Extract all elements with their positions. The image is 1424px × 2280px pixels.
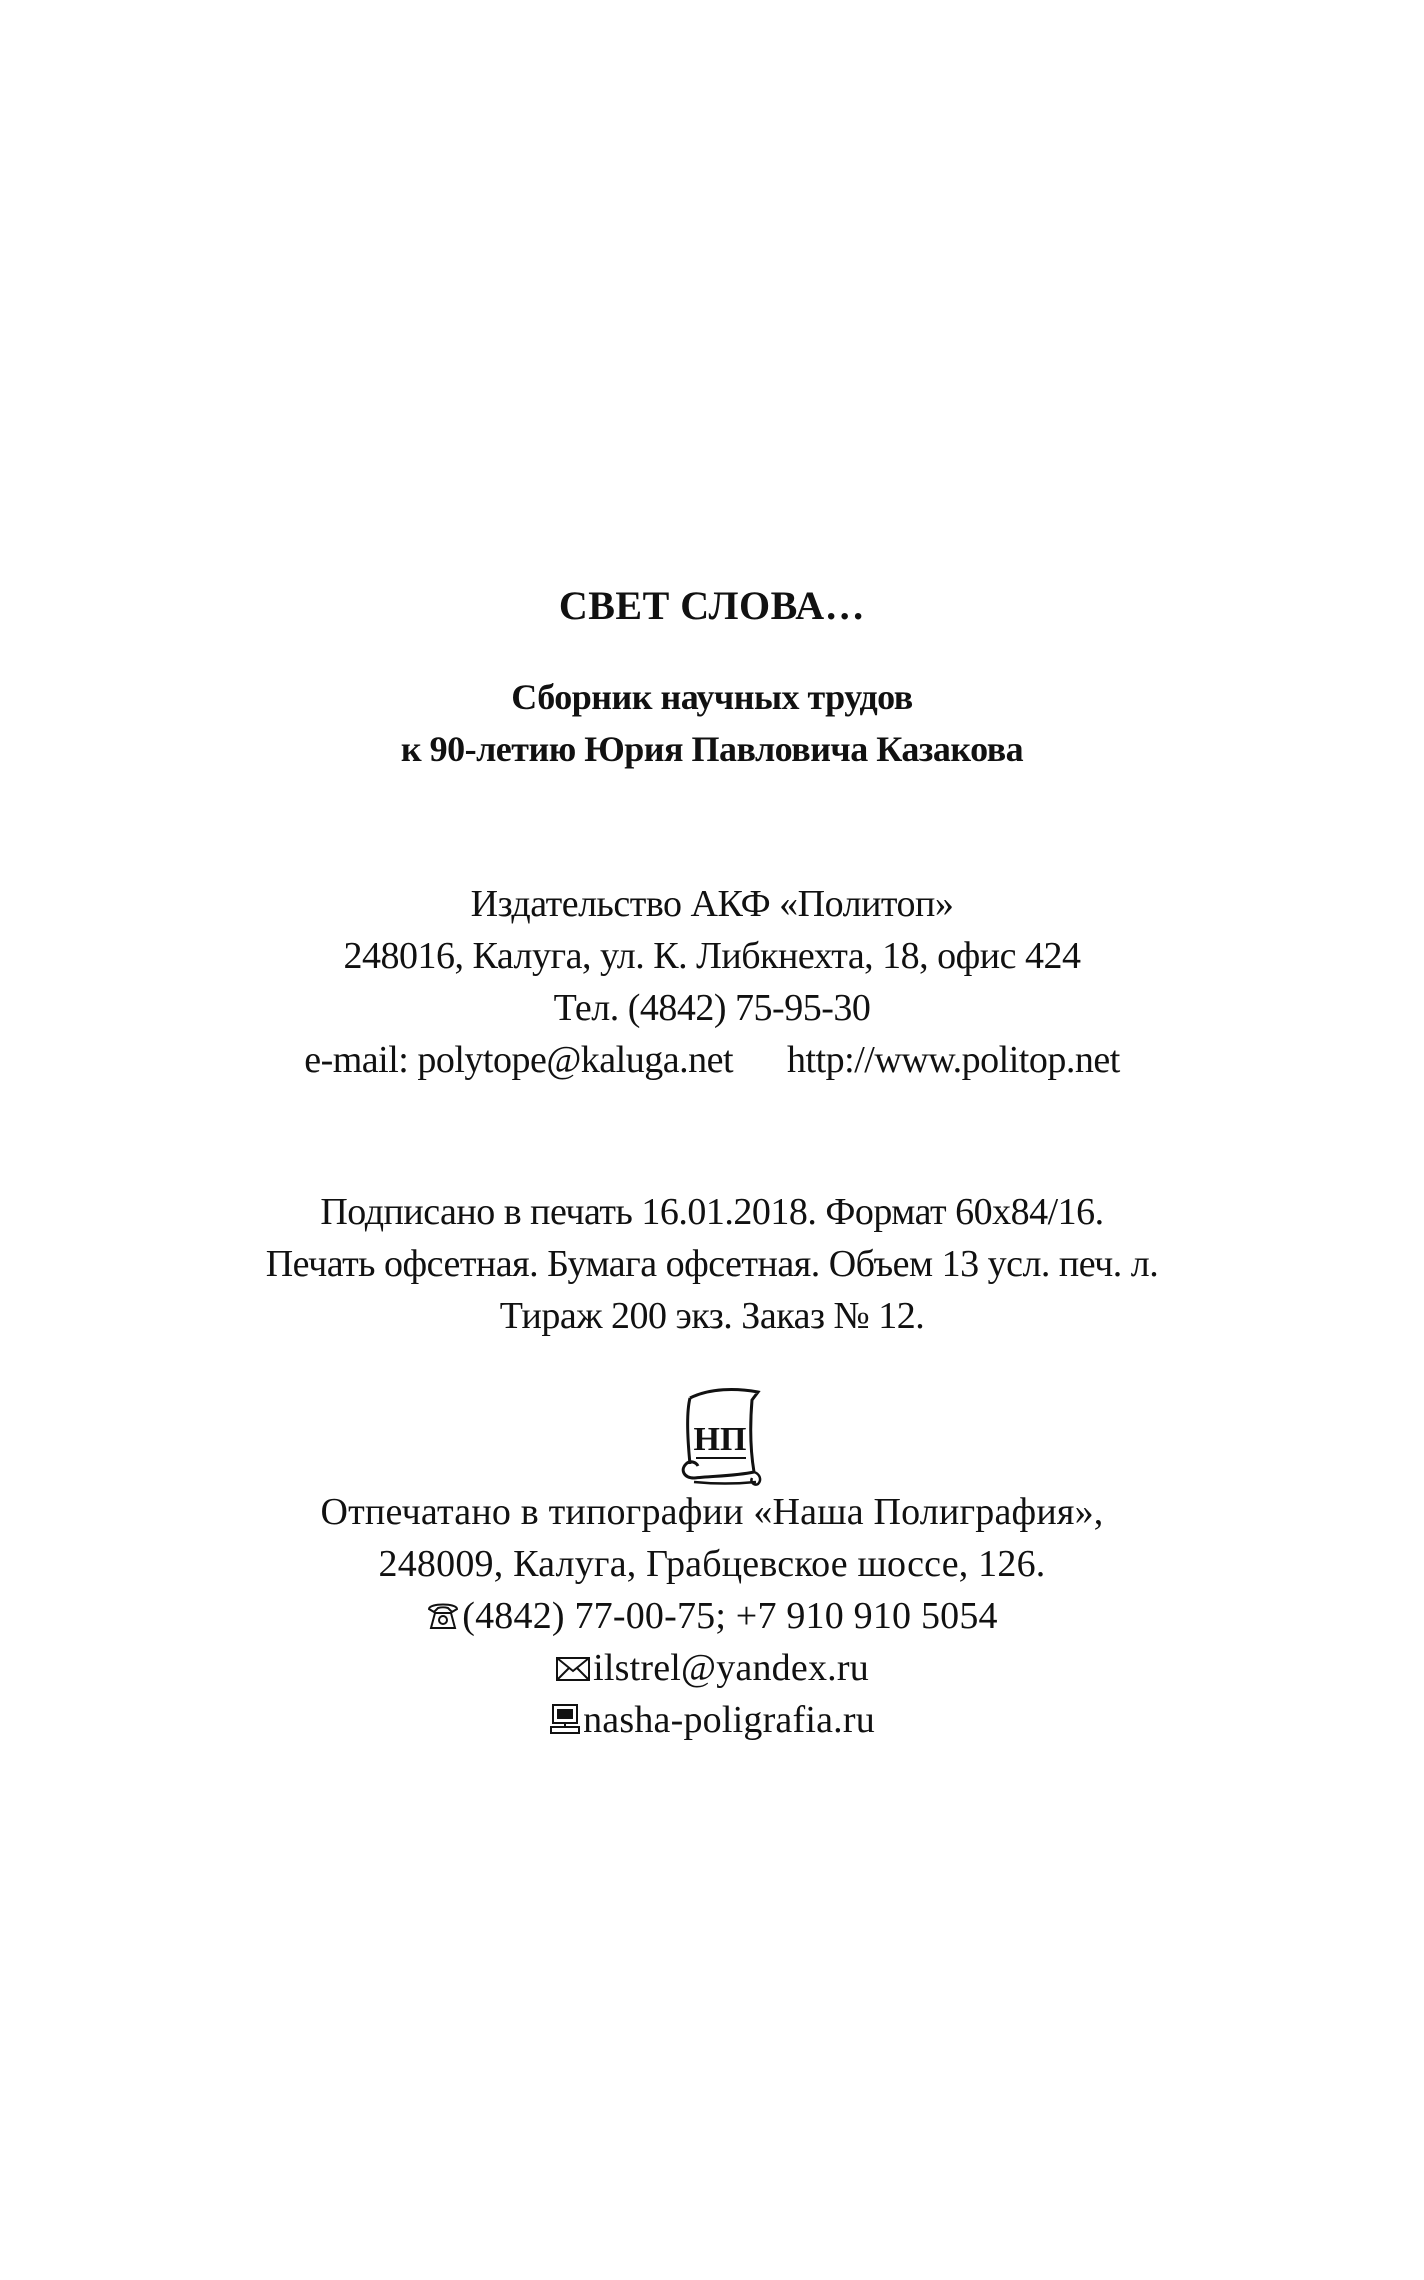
- print-info-line-2: Печать офсетная. Бумага офсетная. Объем 13 усл. печ. л.: [265, 1243, 1159, 1285]
- computer-icon: [549, 1702, 581, 1736]
- publisher-phone: Тел. (4842) 75-95-30: [553, 987, 871, 1029]
- printer-line-1: Отпечатано в типографии «Наша Полиграфия»,: [320, 1491, 1104, 1533]
- publisher-email: e-mail: polytope@kaluga.net: [304, 1039, 734, 1081]
- publisher-website: http://www.politop.net: [787, 1039, 1120, 1081]
- subtitle-line-2: к 90-летию Юрия Павловича Казакова: [400, 729, 1024, 769]
- print-info-line-3: Тираж 200 экз. Заказ № 12.: [499, 1295, 925, 1337]
- telephone-icon: [426, 1598, 460, 1632]
- printer-email-line: [0, 1646, 1424, 1690]
- printer-website: nasha-poligrafia.ru: [583, 1699, 875, 1741]
- printer-address: 248009, Калуга, Грабцевское шоссе, 126.: [378, 1543, 1046, 1585]
- printer-logo-text: НП: [693, 1421, 747, 1458]
- printer-website-line: [0, 1698, 1424, 1742]
- printer-email: ilstrel@yandex.ru: [593, 1647, 869, 1689]
- print-info-line-1: Подписано в печать 16.01.2018. Формат 60x84/16.: [320, 1191, 1104, 1233]
- publisher-address: 248016, Калуга, ул. К. Либкнехта, 18, офис 424: [343, 935, 1081, 977]
- printer-phone: (4842) 77-00-75; +7 910 910 5054: [462, 1595, 998, 1637]
- subtitle-line-1: Сборник научных трудов: [511, 677, 913, 717]
- printer-phone-line: [0, 1594, 1424, 1638]
- book-title: СВЕТ СЛОВА…: [558, 583, 866, 628]
- envelope-icon: [555, 1654, 591, 1684]
- publisher-name: Издательство АКФ «Политоп»: [470, 883, 954, 925]
- publisher-contacts: [0, 1038, 1424, 1082]
- printer-logo: [676, 1384, 766, 1490]
